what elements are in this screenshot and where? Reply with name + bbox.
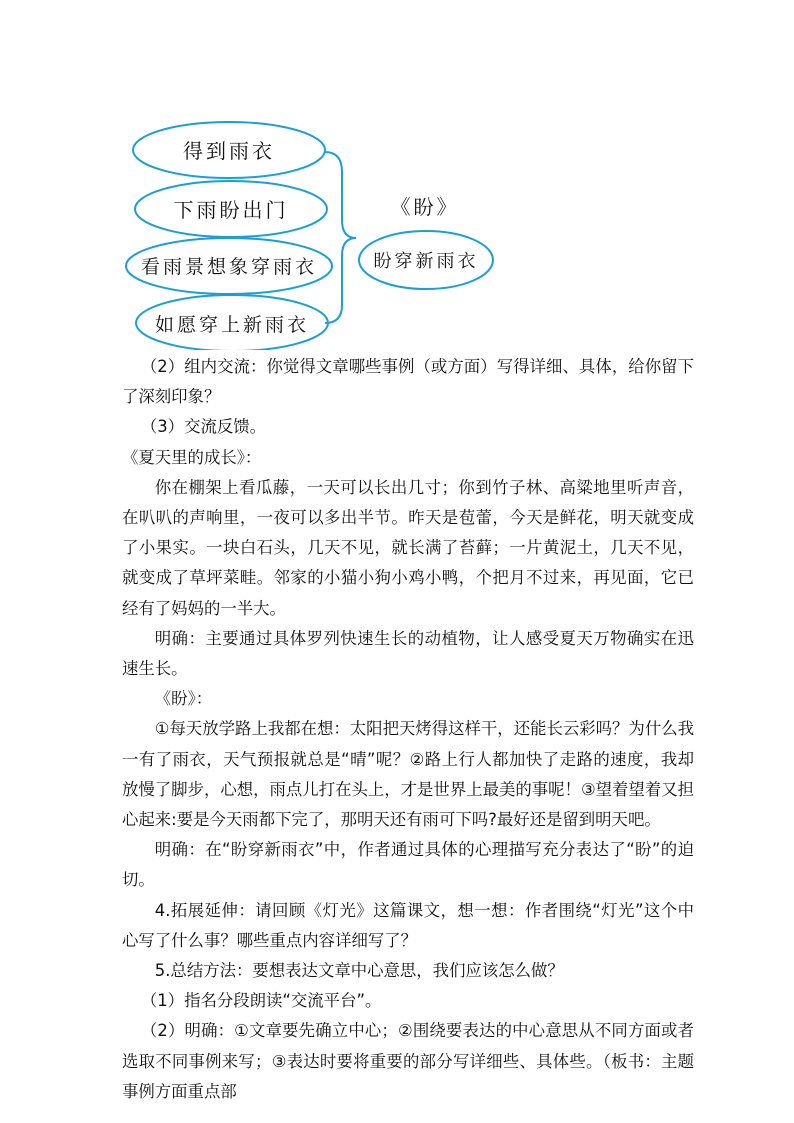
- diagram-label-4: 如愿穿上新雨衣: [154, 314, 310, 336]
- paragraph-reading: （1）指名分段朗读“交流平台”。: [140, 991, 382, 1011]
- paragraph-summer-clarify: 明确：主要通过具体罗列快速生长的动植物，让人感受夏天万物确实在迅速生长。: [122, 628, 694, 679]
- paragraph-feedback: （3）交流反馈。: [140, 417, 267, 437]
- document-body: [122, 352, 694, 1107]
- paragraph-clarify-method: （2）明确：①文章要先确立中心；②围绕要表达的中心意思从不同方面或者选取不同事例来写；③表达时要将重要的部分写详细些、具体些。（板书：主题事例方面重点部: [122, 1021, 694, 1101]
- paragraph-extension: 4.拓展延伸：请回顾《灯光》这篇课文，想一想：作者围绕“灯光”这个中心写了什么事？哪些重点内容详细写了？: [122, 900, 694, 950]
- diagram-title: 《盼》: [390, 195, 460, 219]
- paragraph-summary: 5.总结方法：要想表达文章中心意思，我们应该怎么做？: [154, 961, 564, 981]
- structure-diagram: [0, 0, 794, 350]
- paragraph-pan-clarify: 明确：在“盼穿新雨衣”中，作者通过具体的心理描写充分表达了“盼”的迫切。: [122, 840, 694, 890]
- diagram-label-1: 得到雨衣: [183, 139, 275, 163]
- paragraph-group-discussion: （2）组内交流：你觉得文章哪些事例（或方面）写得详细、具体，给你留下了深刻印象？: [122, 357, 694, 407]
- diagram-brace: [325, 152, 356, 323]
- paragraph-pan-excerpt: ①每天放学路上我都在想：太阳把天烤得这样干，还能长云彩吗？为什么我一有了雨衣，天气预报就总是“晴”呢？②路上行人都加快了走路的速度，我却放慢了脚步，心想，雨点儿打在头上，才是世界上最美的事呢！③望着望着又担心起来:要是今天雨都下完了，那明天还有雨可下吗?最好还是留到明天吧。: [122, 719, 694, 830]
- heading-summer-growth: 《夏天里的成长》：: [122, 447, 262, 467]
- diagram-center-label: 盼穿新雨衣: [373, 251, 479, 272]
- paragraph-summer-excerpt: 你在棚架上看瓜藤，一天可以长出几寸；你到竹子林、高粱地里听声音，在叭叭的声响里，一夜可以多出半节。昨天是苞蕾，今天是鲜花，明天就变成了小果实。一块白石头，几天不见，就长满了苔藓；一片黄泥土，几天不见，就变成了草坪菜畦。邻家的小猫小狗小鸡小鸭，个把月不过来，再见面，它已经有了妈妈的一半大。: [122, 477, 694, 618]
- heading-pan: 《盼》：: [154, 689, 213, 709]
- diagram-label-2: 下雨盼出门: [173, 198, 289, 222]
- diagram-label-3: 看雨景想象穿雨衣: [140, 256, 318, 278]
